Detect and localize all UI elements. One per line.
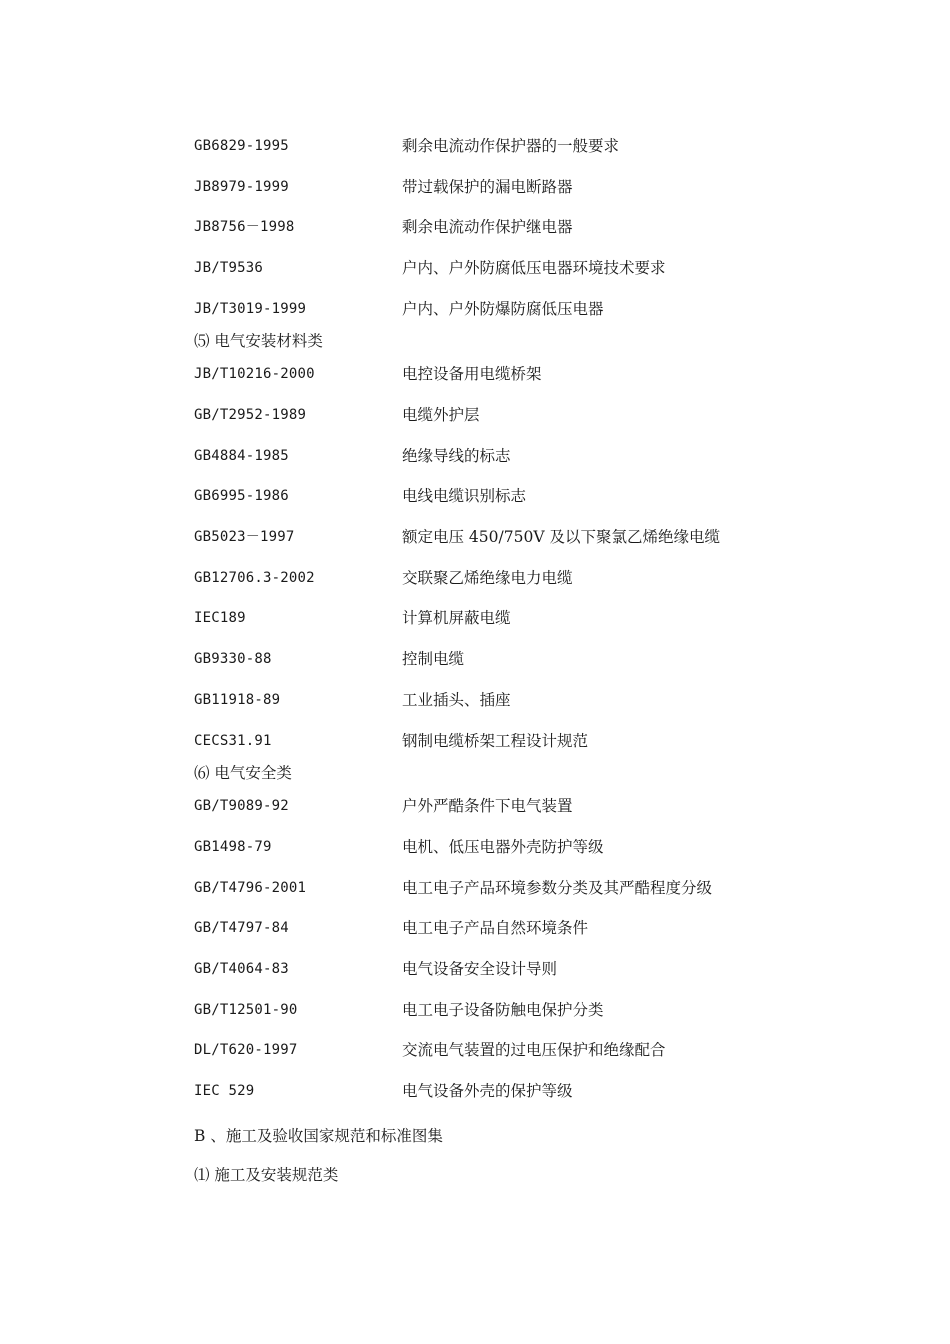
standard-code: GB/T4064-83 (194, 961, 289, 977)
standard-title: 电工电子产品环境参数分类及其严酷程度分级 (402, 879, 713, 897)
standard-title: 电线电缆识别标志 (402, 487, 527, 505)
standard-title: 电缆外护层 (402, 406, 480, 424)
standard-title: 剩余电流动作保护器的一般要求 (402, 137, 620, 155)
standard-code: JB8756－1998 (194, 219, 295, 235)
standard-title: 电工电子产品自然环境条件 (402, 919, 589, 937)
standard-code: GB6995-1986 (194, 488, 289, 504)
standard-row (194, 998, 814, 1022)
standard-title: 钢制电缆桥架工程设计规范 (402, 732, 589, 750)
standard-code: GB/T2952-1989 (194, 407, 307, 423)
standard-row (194, 835, 814, 859)
standard-code: GB/T4797-84 (194, 920, 289, 936)
standard-row (194, 957, 814, 981)
standard-row (194, 688, 814, 712)
standard-row (194, 876, 814, 900)
subsection-heading: ⑴ 施工及安装规范类 (194, 1166, 339, 1184)
standard-code: JB8979-1999 (194, 179, 289, 195)
standard-title: 户内、户外防爆防腐低压电器 (402, 300, 604, 318)
standard-row (194, 362, 814, 386)
standard-row (194, 1079, 814, 1103)
category-heading: ⑹ 电气安全类 (194, 764, 292, 782)
standard-row (194, 647, 814, 671)
standard-code: GB9330-88 (194, 651, 272, 667)
standard-row (194, 403, 814, 427)
standard-row (194, 134, 814, 158)
standard-code: IEC 529 (194, 1083, 255, 1099)
standard-code: GB12706.3-2002 (194, 570, 315, 586)
standard-code: JB/T9536 (194, 260, 264, 276)
standard-title: 户内、户外防腐低压电器环境技术要求 (402, 259, 666, 277)
standard-title: 电气设备安全设计导则 (402, 960, 558, 978)
standard-code: GB11918-89 (194, 692, 281, 708)
standard-row (194, 297, 814, 321)
standard-row (194, 1038, 814, 1062)
standard-title: 工业插头、插座 (402, 691, 511, 709)
standard-title: 绝缘导线的标志 (402, 447, 511, 465)
standard-code: GB5023－1997 (194, 529, 295, 545)
standard-row (194, 215, 814, 239)
standard-title: 交联聚乙烯绝缘电力电缆 (402, 569, 573, 587)
standard-code: GB/T12501-90 (194, 1002, 298, 1018)
standard-code: JB/T10216-2000 (194, 366, 315, 382)
section-heading: B 、施工及验收国家规范和标准图集 (194, 1127, 443, 1145)
standard-row (194, 916, 814, 940)
standard-code: GB6829-1995 (194, 138, 289, 154)
standard-code: GB4884-1985 (194, 448, 289, 464)
standard-title: 交流电气装置的过电压保护和绝缘配合 (402, 1041, 666, 1059)
standard-row (194, 794, 814, 818)
standard-row (194, 606, 814, 630)
standard-code: GB/T9089-92 (194, 798, 289, 814)
standard-code: IEC189 (194, 610, 246, 626)
standard-title: 电机、低压电器外壳防护等级 (402, 838, 604, 856)
standard-title: 电控设备用电缆桥架 (402, 365, 542, 383)
standard-code: JB/T3019-1999 (194, 301, 307, 317)
standard-code: GB1498-79 (194, 839, 272, 855)
standard-title: 额定电压 450/750V 及以下聚氯乙烯绝缘电缆 (402, 528, 720, 546)
standard-row (194, 444, 814, 468)
standard-code: CECS31.91 (194, 733, 272, 749)
standard-title: 控制电缆 (402, 650, 465, 668)
standard-title: 户外严酷条件下电气装置 (402, 797, 573, 815)
standard-code: DL/T620-1997 (194, 1042, 298, 1058)
standard-title: 计算机屏蔽电缆 (402, 609, 511, 627)
standard-row (194, 566, 814, 590)
standard-title: 电工电子设备防触电保护分类 (402, 1001, 604, 1019)
standard-row (194, 175, 814, 199)
standard-title: 带过载保护的漏电断路器 (402, 178, 573, 196)
standard-code: GB/T4796-2001 (194, 880, 307, 896)
standard-title: 剩余电流动作保护继电器 (402, 218, 573, 236)
standard-row (194, 729, 814, 753)
standard-row (194, 525, 814, 549)
standard-row (194, 484, 814, 508)
standard-row (194, 256, 814, 280)
category-heading: ⑸ 电气安装材料类 (194, 332, 323, 350)
standard-title: 电气设备外壳的保护等级 (402, 1082, 573, 1100)
